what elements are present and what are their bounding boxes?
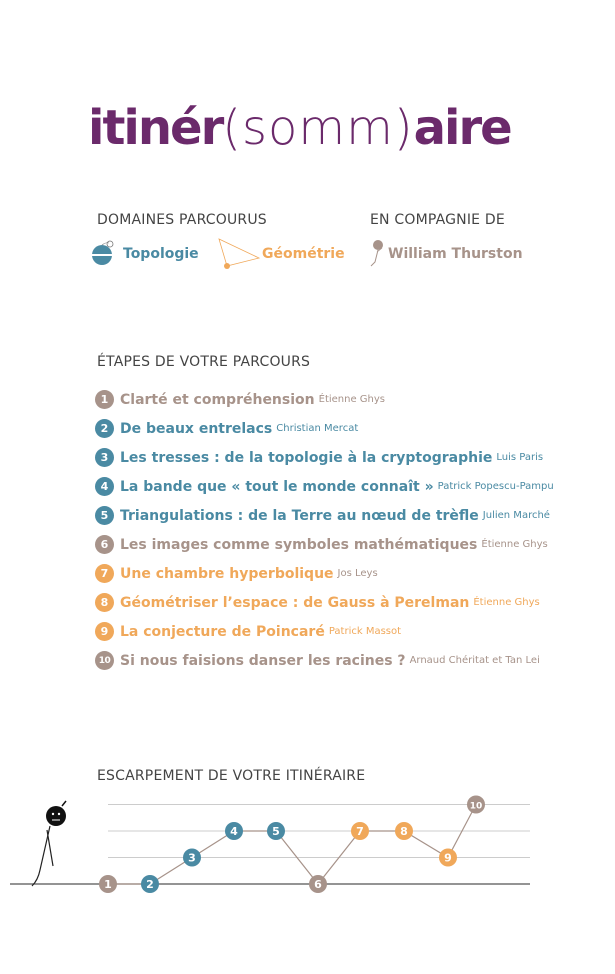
- companion-name: William Thurston: [388, 246, 523, 262]
- stage-title: Triangulations : de la Terre au nœud de trèfle: [120, 507, 479, 524]
- series-line: [108, 805, 476, 885]
- stage-number: 7: [95, 564, 114, 583]
- hiker-head-icon: [46, 806, 66, 826]
- domain-topology: Topologie: [123, 246, 199, 262]
- point-label: 2: [146, 878, 154, 891]
- stage-author: Julien Marché: [482, 510, 550, 521]
- stage-title: Si nous faisions danser les racines ?: [120, 652, 406, 669]
- stage-number: 5: [95, 506, 114, 525]
- title-part-itiner: itinér: [88, 100, 223, 156]
- stage-number: 10: [95, 651, 114, 670]
- stage-title: Une chambre hyperbolique: [120, 565, 334, 582]
- chart-grid: [108, 805, 530, 885]
- data-point-6: [309, 875, 327, 893]
- stage-item-2: [95, 414, 610, 443]
- stage-author: Jos Leys: [337, 568, 378, 579]
- stage-number: 2: [95, 419, 114, 438]
- stage-item-4: [95, 472, 610, 501]
- stage-title: La conjecture de Poincaré: [120, 623, 325, 640]
- point-label: 4: [230, 825, 238, 838]
- stage-number: 1: [95, 390, 114, 409]
- stage-author: Étienne Ghys: [481, 539, 548, 550]
- hiker-leg: [47, 830, 53, 866]
- data-point-7: [351, 822, 369, 840]
- stage-author: Arnaud Chéritat et Tan Lei: [409, 655, 540, 666]
- stage-author: Patrick Massot: [328, 626, 402, 637]
- data-point-5: [267, 822, 285, 840]
- stage-number: 9: [95, 622, 114, 641]
- point-label: 10: [469, 801, 483, 812]
- point-label: 7: [356, 825, 364, 838]
- data-point-4: [225, 822, 243, 840]
- stage-item-9: [95, 617, 610, 646]
- stage-author: Christian Mercat: [276, 423, 359, 434]
- stage-number: 4: [95, 477, 114, 496]
- data-point-1: [99, 875, 117, 893]
- hiker-figure: [10, 801, 110, 886]
- stage-item-1: [95, 385, 610, 414]
- stage-author: Patrick Popescu-Pampu: [437, 481, 554, 492]
- companion-label: EN COMPAGNIE DE: [370, 212, 505, 228]
- stage-item-6: [95, 530, 610, 559]
- stage-item-10: [95, 646, 610, 675]
- data-point-9: [439, 849, 457, 867]
- point-label: 3: [188, 851, 196, 865]
- point-label: 5: [272, 825, 280, 838]
- stages-label: ÉTAPES DE VOTRE PARCOURS: [97, 354, 311, 370]
- domains-label: DOMAINES PARCOURUS: [97, 212, 267, 228]
- point-label: 8: [400, 825, 408, 838]
- data-point-10: [467, 796, 485, 814]
- stage-item-8: [95, 588, 610, 617]
- stages-list: [95, 385, 610, 675]
- title-part-aire: aire: [413, 100, 511, 156]
- topology-icon: [88, 238, 118, 268]
- geometry-icon: [215, 236, 263, 270]
- chart-title: ESCARPEMENT DE VOTRE ITINÉRAIRE: [97, 768, 366, 784]
- stage-item-3: [95, 443, 610, 472]
- stage-title: Clarté et compréhension: [120, 391, 315, 408]
- elevation-chart: [0, 790, 615, 910]
- data-point-3: [183, 849, 201, 867]
- stage-number: 6: [95, 535, 114, 554]
- data-point-2: [141, 875, 159, 893]
- stage-title: Géométriser l’espace : de Gauss à Perelman: [120, 594, 470, 611]
- page-title: [88, 98, 511, 158]
- stage-item-7: [95, 559, 610, 588]
- stage-author: Étienne Ghys: [473, 597, 540, 608]
- stage-title: Les tresses : de la topologie à la cryptographie: [120, 449, 493, 466]
- point-label: 9: [444, 851, 452, 865]
- title-part-somm: (somm): [222, 100, 414, 156]
- data-point-8: [395, 822, 413, 840]
- itinerary-path: [108, 805, 476, 885]
- stage-item-5: [95, 501, 610, 530]
- point-label: 6: [314, 878, 322, 891]
- thurston-figure-icon: [367, 238, 387, 268]
- stage-title: De beaux entrelacs: [120, 420, 273, 437]
- stage-author: Étienne Ghys: [318, 394, 386, 405]
- stage-title: Les images comme symboles mathématiques: [120, 536, 478, 553]
- stage-author: Luis Paris: [496, 452, 544, 463]
- stage-number: 8: [95, 593, 114, 612]
- stage-title: La bande que « tout le monde connaît »: [120, 478, 434, 495]
- domain-geometry: Géométrie: [262, 246, 345, 262]
- point-label: 1: [104, 878, 112, 891]
- stage-number: 3: [95, 448, 114, 467]
